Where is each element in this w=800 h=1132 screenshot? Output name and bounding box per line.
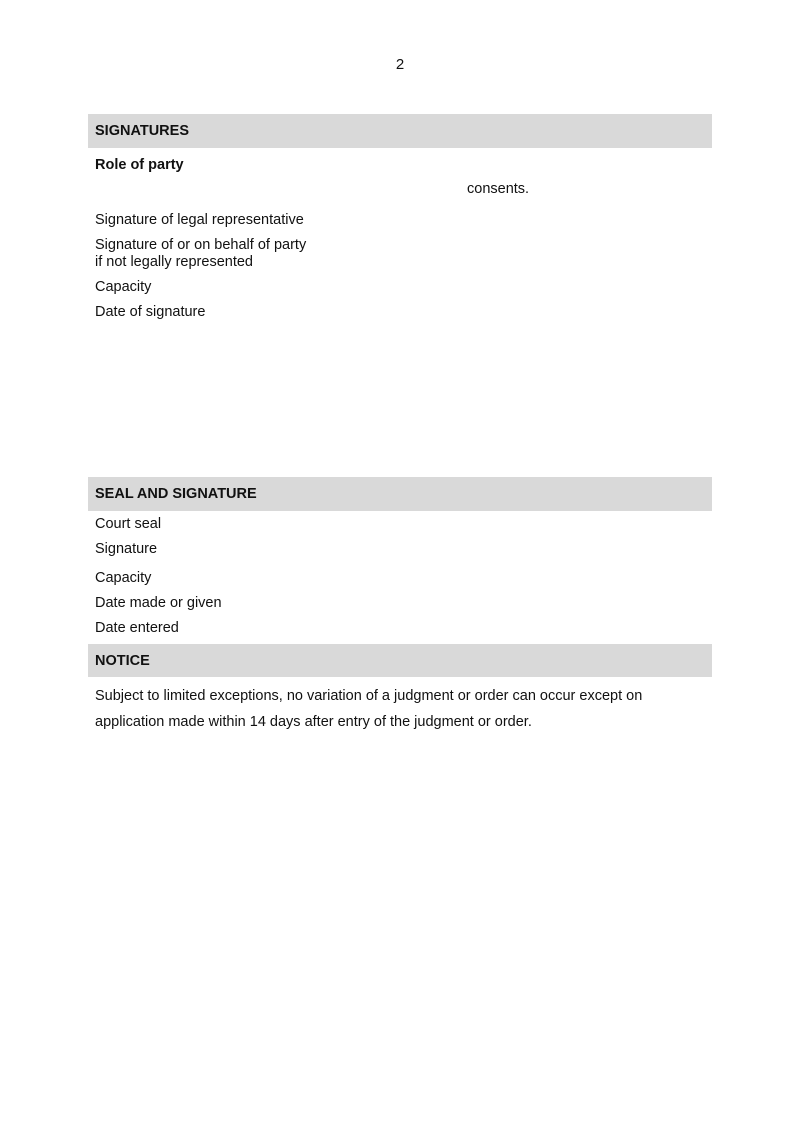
notice-header: NOTICE [88, 644, 712, 677]
signatures-capacity-label: Capacity [95, 279, 152, 295]
seal-capacity-label: Capacity [95, 570, 152, 586]
date-made-or-given-label: Date made or given [95, 595, 222, 611]
party-signature-label-line2: if not legally represented [95, 254, 253, 270]
consents-text: consents. [467, 181, 530, 197]
seal-and-signature-header: SEAL AND SIGNATURE [88, 477, 712, 511]
party-signature-label-line1: Signature of or on behalf of party [95, 237, 307, 253]
date-of-signature-label: Date of signature [95, 304, 206, 320]
notice-text: Subject to limited exceptions, no variation of a judgment or order can occur except on application made within 14 days after entry of the judgment or order. [95, 688, 643, 730]
page-number: 2 [395, 56, 405, 73]
date-entered-label: Date entered [95, 620, 179, 636]
signatures-header: SIGNATURES [88, 114, 712, 148]
seal-signature-label: Signature [95, 541, 158, 557]
party-signature-label [95, 237, 306, 271]
legal-representative-signature-label: Signature of legal representative [95, 212, 304, 228]
role-of-party-label: Role of party [95, 157, 184, 173]
court-seal-label: Court seal [95, 516, 162, 532]
